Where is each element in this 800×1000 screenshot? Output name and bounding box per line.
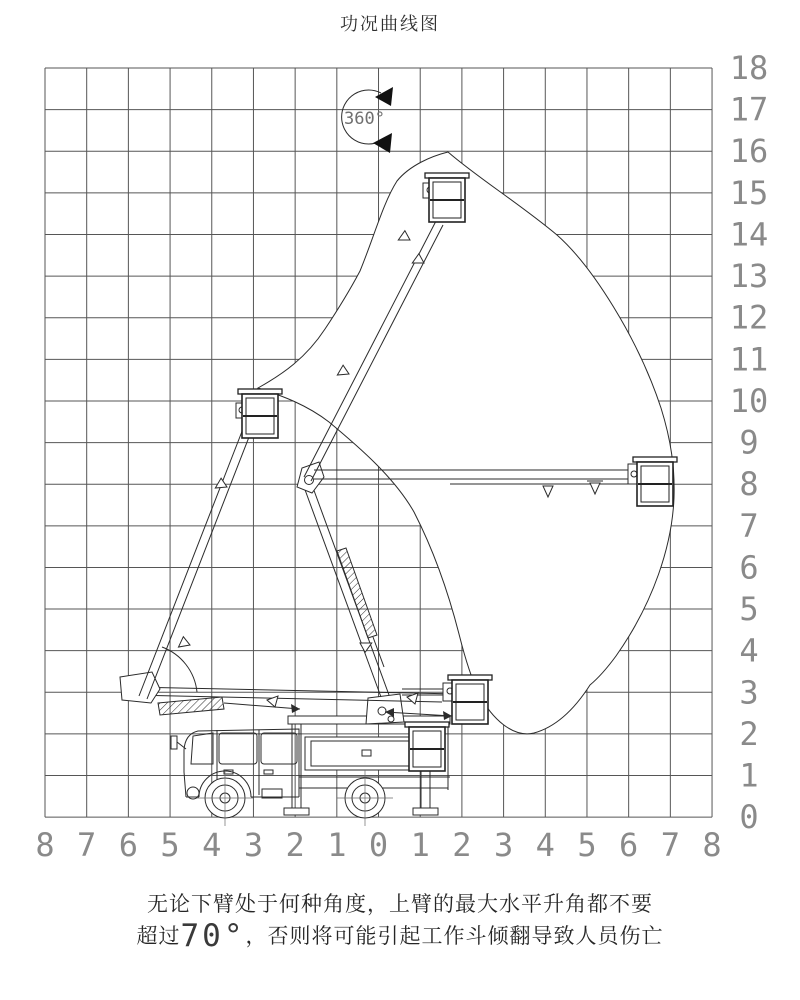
mirror — [171, 736, 177, 749]
page-title: 功况曲线图 — [340, 14, 440, 35]
x-axis-label: 3 — [493, 826, 514, 864]
y-axis-label: 6 — [739, 548, 759, 587]
x-axis-label: 3 — [243, 826, 264, 864]
boom-angle-arc — [162, 647, 197, 692]
bucket-right — [633, 457, 677, 506]
y-axis-label: 17 — [729, 90, 769, 129]
bucket-mid — [448, 675, 492, 724]
x-axis-label: 8 — [35, 826, 55, 864]
x-axis-label: 1 — [327, 826, 347, 864]
x-axis-label: 6 — [619, 826, 639, 864]
y-axis-label: 11 — [729, 340, 769, 379]
y-axis-label: 18 — [729, 49, 769, 87]
y-axis-label: 15 — [729, 173, 769, 212]
x-axis-label: 4 — [202, 826, 222, 864]
x-axis-label: 5 — [577, 826, 597, 864]
y-axis-label: 14 — [729, 215, 769, 254]
bucket-top — [425, 173, 469, 222]
y-axis-label: 9 — [739, 423, 759, 462]
warning-line2 — [0, 918, 800, 954]
y-axis-label: 5 — [739, 590, 759, 629]
y-axis-label: 7 — [739, 506, 759, 545]
boom-left-raised — [139, 403, 256, 699]
warning-line2-emphasis: 70° — [180, 918, 246, 954]
rotation-label: 360° — [344, 109, 385, 129]
bucket-left — [238, 389, 282, 438]
y-axis-label: 16 — [729, 132, 769, 171]
x-axis-label: 2 — [452, 826, 472, 864]
boom-lower-raised — [297, 462, 389, 697]
rotation-arrow-bottom-icon — [373, 133, 392, 153]
warning-line1: 无论下臂处于何种角度，上臂的最大水平升角都不要 — [147, 892, 653, 916]
x-axis-label: 8 — [702, 826, 722, 864]
x-axis-label: 5 — [160, 826, 180, 864]
warning-line2-suffix: ，否则将可能引起工作斗倾翻导致人员伤亡 — [245, 924, 664, 948]
x-axis-label: 4 — [535, 826, 555, 864]
y-axis-label: 2 — [739, 714, 759, 753]
y-axis-label: 0 — [739, 798, 759, 837]
rotation-symbol — [342, 87, 393, 153]
boom-stowed — [120, 672, 458, 720]
bucket-stowed — [405, 722, 449, 771]
warning-line2-prefix: 超过 — [136, 924, 181, 948]
rotation-arrow-top-icon — [375, 87, 393, 106]
x-axis-label: 6 — [118, 826, 139, 864]
x-axis-label: 7 — [77, 826, 97, 864]
elbow-joint — [297, 462, 324, 493]
y-axis-label: 1 — [739, 756, 759, 795]
y-axis-label: 8 — [739, 465, 759, 504]
y-axis-label: 12 — [729, 298, 769, 337]
x-axis-label: 7 — [660, 826, 680, 864]
y-axis-label: 10 — [729, 381, 769, 420]
y-axis-label: 4 — [739, 631, 759, 670]
y-axis-label: 13 — [729, 257, 769, 296]
x-axis-label: 0 — [368, 826, 389, 864]
y-axis-label: 3 — [739, 673, 759, 712]
x-axis-label: 1 — [410, 826, 430, 864]
turret — [366, 694, 404, 724]
x-axis-label: 2 — [285, 826, 305, 864]
